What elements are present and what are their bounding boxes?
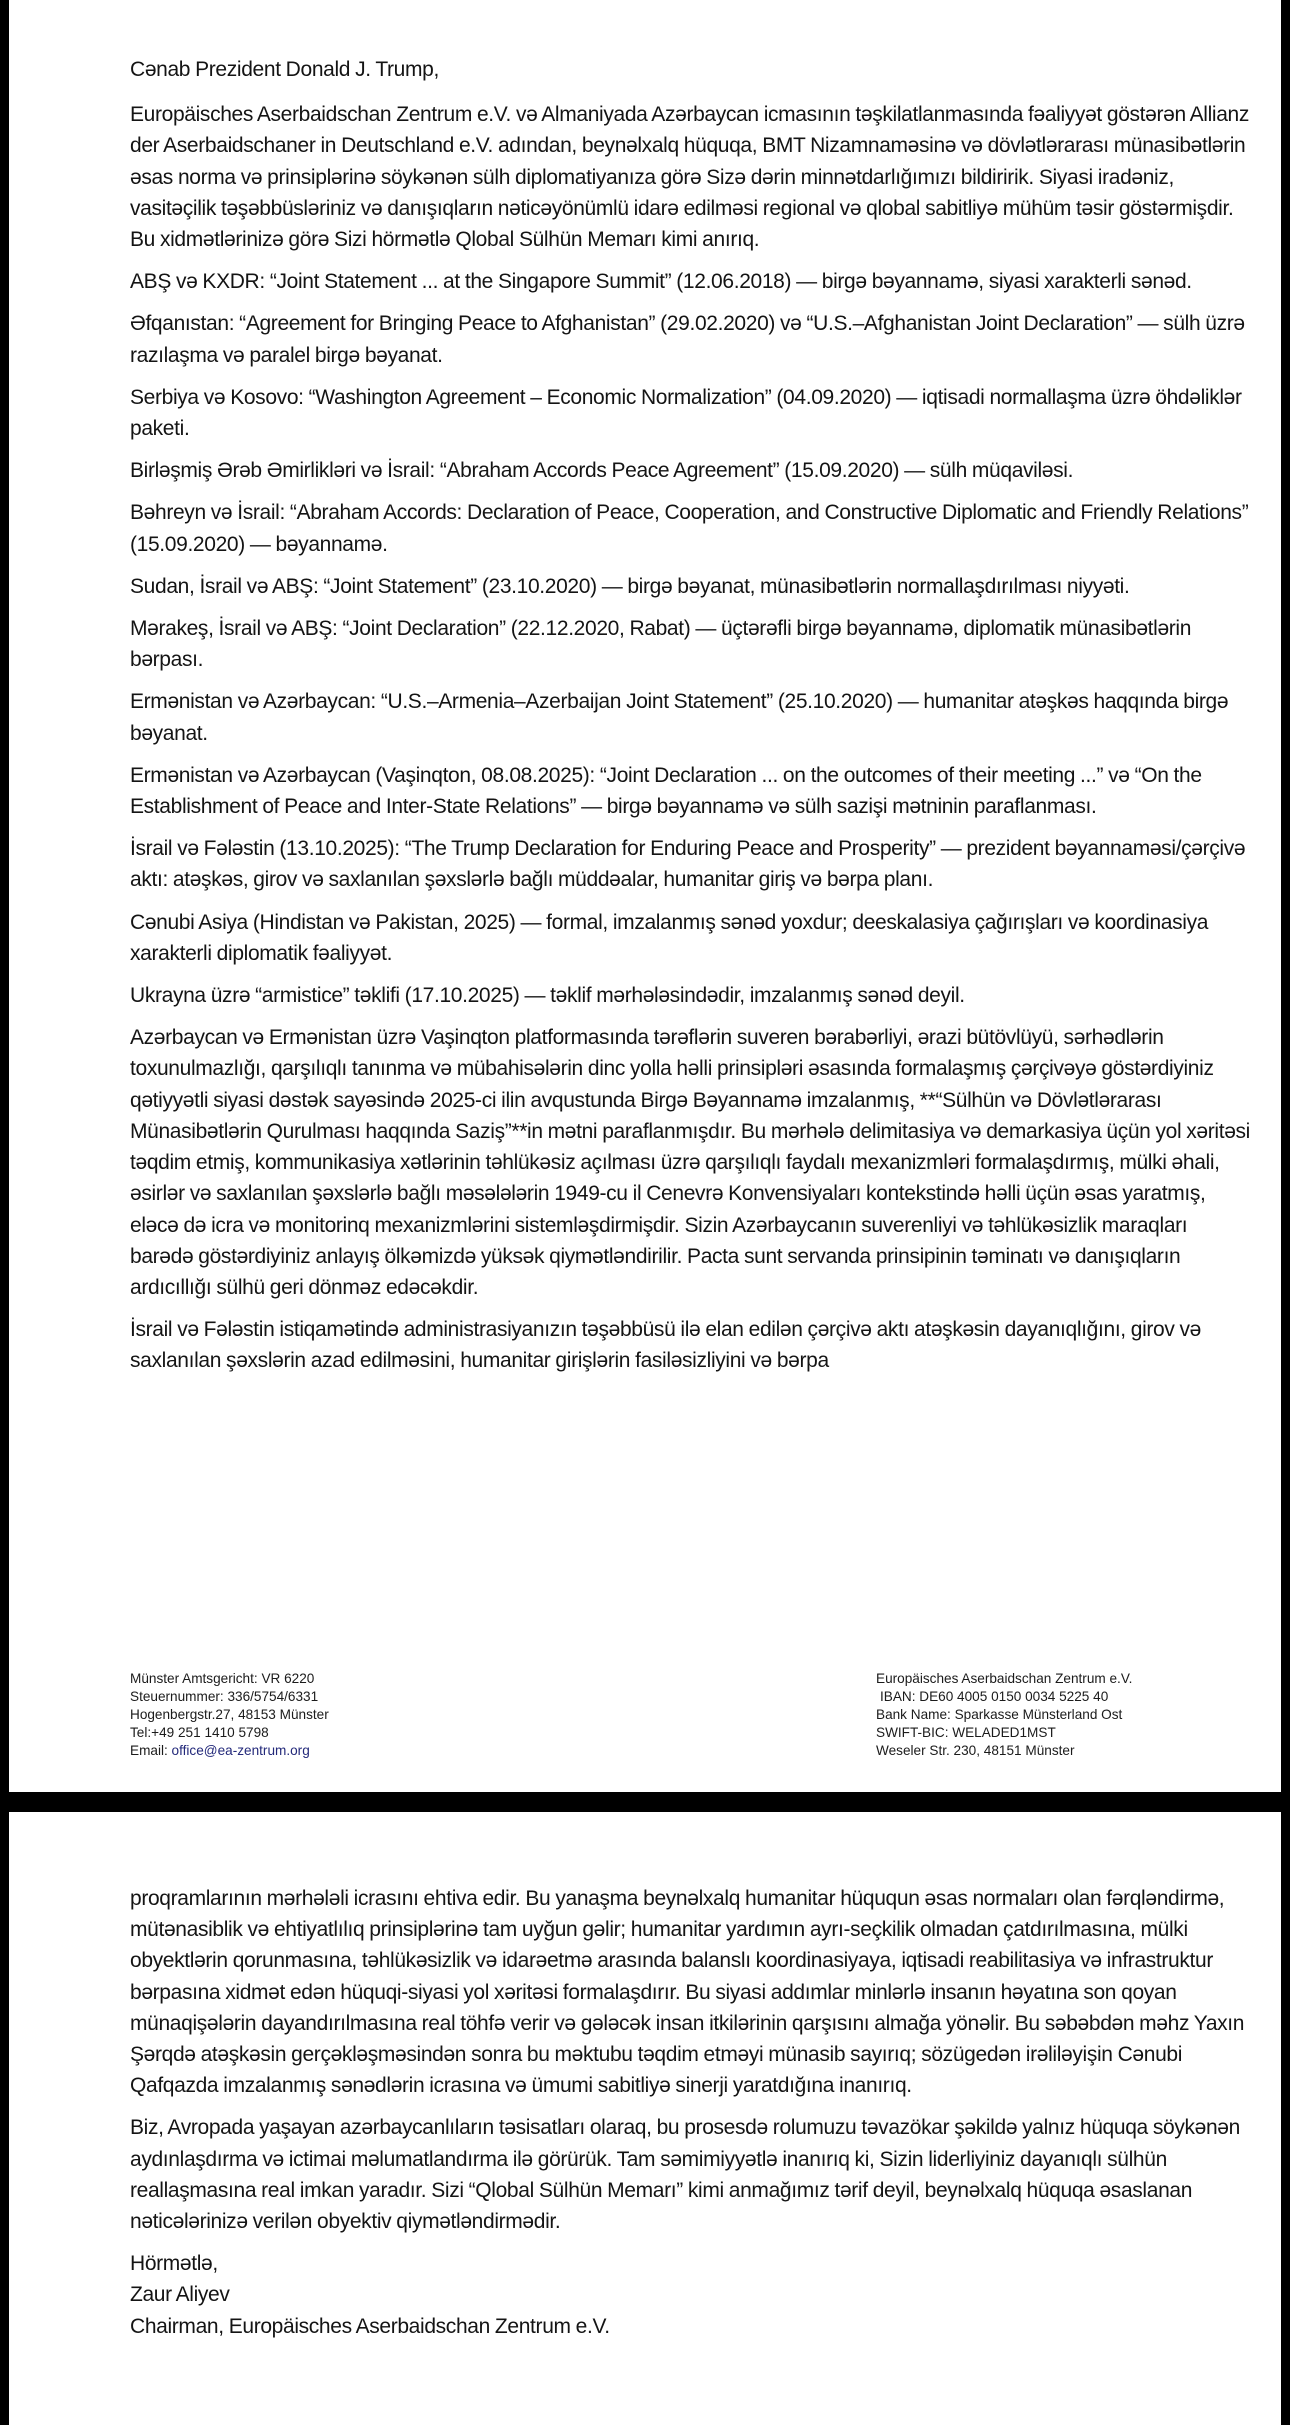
footer-iban: IBAN: DE60 4005 0150 0034 5225 40 (880, 1689, 1109, 1704)
letter-page-1 (9, 0, 1281, 1792)
agreement-item: Mərakeş, İsrail və ABŞ: “Joint Declaration” (22.12.2020, Rabat) — üçtərəfli birgə bəyannamə, diplomatik münasibətlərin bərpası. (130, 617, 1192, 672)
signature-block (130, 2248, 1250, 2342)
closing-paragraph: Biz, Avropada yaşayan azərbaycanlıların təsisatları olaraq, bu prosesdə rolumuzu təvazökar şəkildə yalnız hüquqa söykənən aydınlaşdırma və ictimai məlumatlandırma ilə görürük. Tam səmimiyyətlə inanırıq ki, Sizin liderliyiniz dayanıqlı sülhün reallaşmasına real imkan yaradır. Sizi “Qlobal Sülhün Memarı” kimi anmağımız tərif deyil, beynəlxalq hüquqa əsaslanan nəticələrinizə verilən obyektiv qiymətləndirmədir. (130, 2116, 1240, 2234)
footer-court: Münster Amtsgericht: VR 6220 (130, 1671, 315, 1686)
footer-bank-name: Bank Name: Sparkasse Münsterland Ost (876, 1707, 1123, 1722)
signer-name: Zaur Aliyev (130, 2283, 230, 2307)
footer-swift: SWIFT-BIC: WELADED1MST (876, 1725, 1056, 1740)
footer-tax-number: Steuernummer: 336/5754/6331 (130, 1689, 319, 1704)
israel-paragraph-start: İsrail və Fələstin istiqamətində administrasiyanızın təşəbbüsü ilə elan edilən çərçivə aktı atəşkəsin dayanıqlığını, girov və saxlanılan şəxslərin azad edilməsini, humanitar girişlərin fasiləsizliyini və bərpa (130, 1318, 1201, 1373)
letter-body-page-2 (130, 1883, 1250, 2342)
footer-bank-address: Weseler Str. 230, 48151 Münster (876, 1743, 1075, 1758)
agreement-item: Serbiya və Kosovo: “Washington Agreement – Economic Normalization” (04.09.2020) — iqtisadi normallaşma üzrə öhdəliklər paketi. (130, 385, 1242, 441)
footer-left (130, 1670, 329, 1760)
agreement-item: Birləşmiş Ərəb Əmirlikləri və İsrail: “Abraham Accords Peace Agreement” (15.09.2020) — sülh müqaviləsi. (130, 459, 1074, 483)
agreement-item: İsrail və Fələstin (13.10.2025): “The Trump Declaration for Enduring Peace and Prosperity” — prezident bəyannaməsi/çərçivə aktı: atəşkəs, girov və saxlanılan şəxslərlə bağlı müddəalar, humanitar giriş və bərpa planı. (130, 837, 1246, 892)
agreement-item: Sudan, İsrail və ABŞ: “Joint Statement” (23.10.2020) — birgə bəyanat, münasibətlərin normallaşdırılması niyyəti. (130, 574, 1130, 598)
agreement-item: Ukrayna üzrə “armistice” təklifi (17.10.2025) — təklif mərhələsindədir, imzalanmış sənəd deyil. (130, 984, 965, 1008)
signer-title: Chairman, Europäisches Aserbaidschan Zentrum e.V. (130, 2314, 610, 2338)
agreement-item: Bəhreyn və İsrail: “Abraham Accords: Declaration of Peace, Cooperation, and Constructive Diplomatic and Friendly Relations” (15.09.2020) — bəyannamə. (130, 501, 1249, 556)
intro-paragraph: Europäisches Aserbaidschan Zentrum e.V. və Almaniyada Azərbaycan icmasının təşkilatlanmasında fəaliyyət göstərən Allianz der Aserbaidschaner in Deutschland e.V. adından, beynəlxalq hüquqa, BMT Nizamnaməsinə və dövlətlərarası münasibətlərin əsas norma və prinsiplərinə söykənən sülh diplomatiyanıza görə Sizə dərin minnətdarlığımızı bildiririk. Siyasi iradəniz, vasitəçilik təşəbbüsləriniz və danışıqların nəticəyönümlü idarə edilməsi regional və qlobal sabitliyə mühüm təsir göstərmişdir. Bu xidmətlərinizə görə Sizi hörmətlə Qlobal Sülhün Memarı kimi anırıq. (130, 103, 1250, 252)
footer-email-link[interactable]: office@ea-zentrum.org (171, 1743, 310, 1758)
footer-organization: Europäisches Aserbaidschan Zentrum e.V. (876, 1671, 1133, 1686)
agreement-item: ABŞ və KXDR: “Joint Statement ... at the Singapore Summit” (12.06.2018) — birgə bəyannamə, siyasi xarakterli sənəd. (130, 270, 1192, 294)
footer-email-label: Email: (130, 1743, 172, 1758)
letter-body-page-1 (130, 54, 1250, 1388)
footer-address: Hogenbergstr.27, 48153 Münster (130, 1707, 329, 1722)
footer-email-row (130, 1742, 329, 1760)
israel-paragraph-continued: proqramlarının mərhələli icrasını ehtiva edir. Bu yanaşma beynəlxalq humanitar hüququn əsas normaları olan fərqləndirmə, mütənasiblik və ehtiyatlılıq prinsiplərinə tam uyğun gəlir; humanitar yardımın ayrı-seçkilik olmadan çatdırılmasına, mülki obyektlərin qorunmasına, təhlükəsizlik və idarəetmə arasında balanslı koordinasiyaya, iqtisadi reabilitasiya və infrastruktur bərpasına xidmət edən hüquqi-siyasi yol xəritəsi formalaşdırır. Bu siyasi addımlar minlərlə insanın həyatına son qoyan münaqişələrin dayandırılmasına real töhfə verir və gələcək insan itkilərinin qarşısını almağa yönəlir. Bu səbəbdən məhz Yaxın Şərqdə atəşkəsin gerçəkləşməsindən sonra bu məktubu təqdim etməyi münasib sayırıq; sözügedən irəliləyişin Cənubi Qafqazda imzalanmış sənədlərin icrasına və ümumi sabitliyə sinerji yaratdığına inanırıq. (130, 1887, 1245, 2098)
sign-off: Hörmətlə, (130, 2252, 218, 2276)
letter-page-2 (9, 1812, 1281, 2425)
agreement-item: Ermənistan və Azərbaycan: “U.S.–Armenia–Azerbaijan Joint Statement” (25.10.2020) — humanitar atəşkəs haqqında birgə bəyanat. (130, 690, 1229, 745)
agreement-item: Cənubi Asiya (Hindistan və Pakistan, 2025) — formal, imzalanmış sənəd yoxdur; deeskalasiya çağırışları və koordinasiya xarakterli diplomatik fəaliyyət. (130, 910, 1209, 965)
footer-right (876, 1670, 1132, 1760)
footer-phone: Tel:+49 251 1410 5798 (130, 1725, 269, 1740)
azerbaijan-paragraph: Azərbaycan və Ermənistan üzrə Vaşinqton platformasında tərəflərin suveren bərabərliyi, ərazi bütövlüyü, sərhədlərin toxunulmazlığı, qarşılıqlı tanınma və mübahisələrin dinc yolla həlli prinsipləri əsasında formalaşmış çərçivəyə göstərdiyiniz qətiyyətli siyasi dəstək sayəsində 2025-ci ilin avqustunda Birgə Bəyannamə imzalanmış, **“Sülhün və Dövlətlərarası Münasibətlərin Qurulması haqqında Saziş”**in mətni paraflanmışdır. Bu mərhələ delimitasiya və demarkasiya üçün yol xəritəsi təqdim etmiş, kommunikasiya xətlərinin təhlükəsiz açılması üzrə qarşılıqlı faydalı mexanizmləri formalaşdırmış, mülki əhali, əsirlər və saxlanılan şəxslərlə bağlı məsələlərin 1949-cu il Cenevrə Konvensiyaları kontekstində həlli üçün əsas yaratmış, eləcə də icra və monitorinq mexanizmlərini sistemləşdirmişdir. Sizin Azərbaycanın suverenliyi və təhlükəsizlik maraqları barədə göstərdiyiniz anlayış ölkəmizdə yüksək qiymətləndirilir. Pacta sunt servanda prinsipinin təminatı və danışıqların ardıcıllığı sülhü geri dönməz edəcəkdir. (130, 1026, 1250, 1299)
salutation: Cənab Prezident Donald J. Trump, (130, 58, 439, 81)
agreement-item: Əfqanıstan: “Agreement for Bringing Peace to Afghanistan” (29.02.2020) və “U.S.–Afghanistan Joint Declaration” — sülh üzrə razılaşma və paralel birgə bəyanat. (130, 312, 1245, 367)
agreement-item: Ermənistan və Azərbaycan (Vaşinqton, 08.08.2025): “Joint Declaration ... on the outcomes of their meeting ...” və “On the Establishment of Peace and Inter-State Relations” — birgə bəyannamə və sülh sazişi mətninin paraflanması. (130, 763, 1202, 819)
